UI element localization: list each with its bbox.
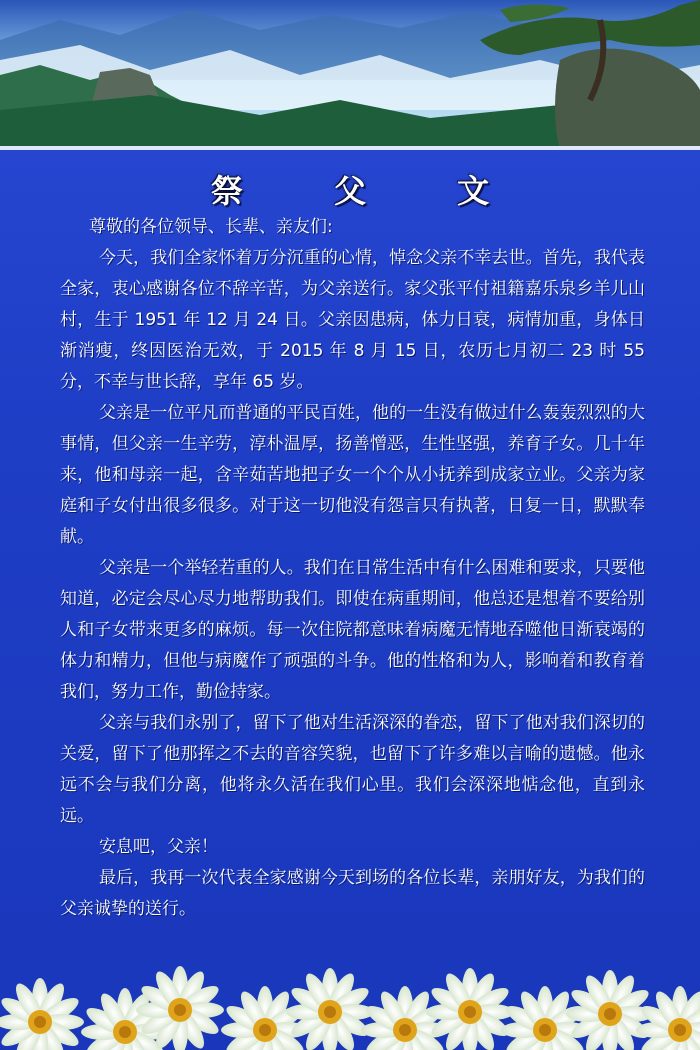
paragraph: 安息吧，父亲！ xyxy=(99,837,218,857)
paragraph: 父亲是一个举轻若重的人。我们在日常生活中有什么困难和要求，只要他知道，必定会尽心尽力地帮助我们。即使在病重期间，他总还是想着不要给别人和子女带来更多的麻烦。每一次住院都意味着病魔无情地吞噬他日渐衰竭的体力和精力，但他与病魔作了顽强的斗争。他的性格和为人，影响着和教育着我们，努力工作，勤俭持家。 xyxy=(60,558,645,702)
chrysanthemum-border xyxy=(0,950,700,1050)
banner-divider xyxy=(0,146,700,150)
eulogy-body xyxy=(60,212,645,925)
paragraph: 最后，我再一次代表全家感谢今天到场的各位长辈，亲朋好友，为我们的父亲诚挚的送行。 xyxy=(60,868,645,919)
page-title: 祭 父 文 xyxy=(210,172,530,210)
mountain-landscape-banner xyxy=(0,0,700,150)
paragraph: 今天，我们全家怀着万分沉重的心情，悼念父亲不幸去世。首先，我代表全家，衷心感谢各位不辞辛苦，为父亲送行。家父张平付祖籍嘉乐泉乡羊儿山村，生于 1951 年 12 月 24 日。父亲因患病，体力日衰，病情加重，身体日渐消瘦，终因医治无效，于 2015 年 8 月 15 日，农历七月初二 23 时 55 分，不幸与世长辞，享年 65 岁。 xyxy=(60,248,645,392)
paragraph: 父亲与我们永别了，留下了他对生活深深的眷恋，留下了他对我们深切的关爱，留下了他那挥之不去的音容笑貌，也留下了许多难以言喻的遗憾。他永远不会与我们分离，他将永久活在我们心里。我们会深深地惦念他，直到永远。 xyxy=(60,713,645,826)
salutation: 尊敬的各位领导、长辈、亲友们: xyxy=(89,217,333,237)
paragraph: 父亲是一位平凡而普通的平民百姓，他的一生没有做过什么轰轰烈烈的大事情，但父亲一生辛劳，淳朴温厚，扬善憎恶，生性坚强，养育子女。几十年来，他和母亲一起，含辛茹苦地把子女一个个从小抚养到成家立业。父亲为家庭和子女付出很多很多。对于这一切他没有怨言只有执著，日复一日，默默奉献。 xyxy=(60,403,645,547)
